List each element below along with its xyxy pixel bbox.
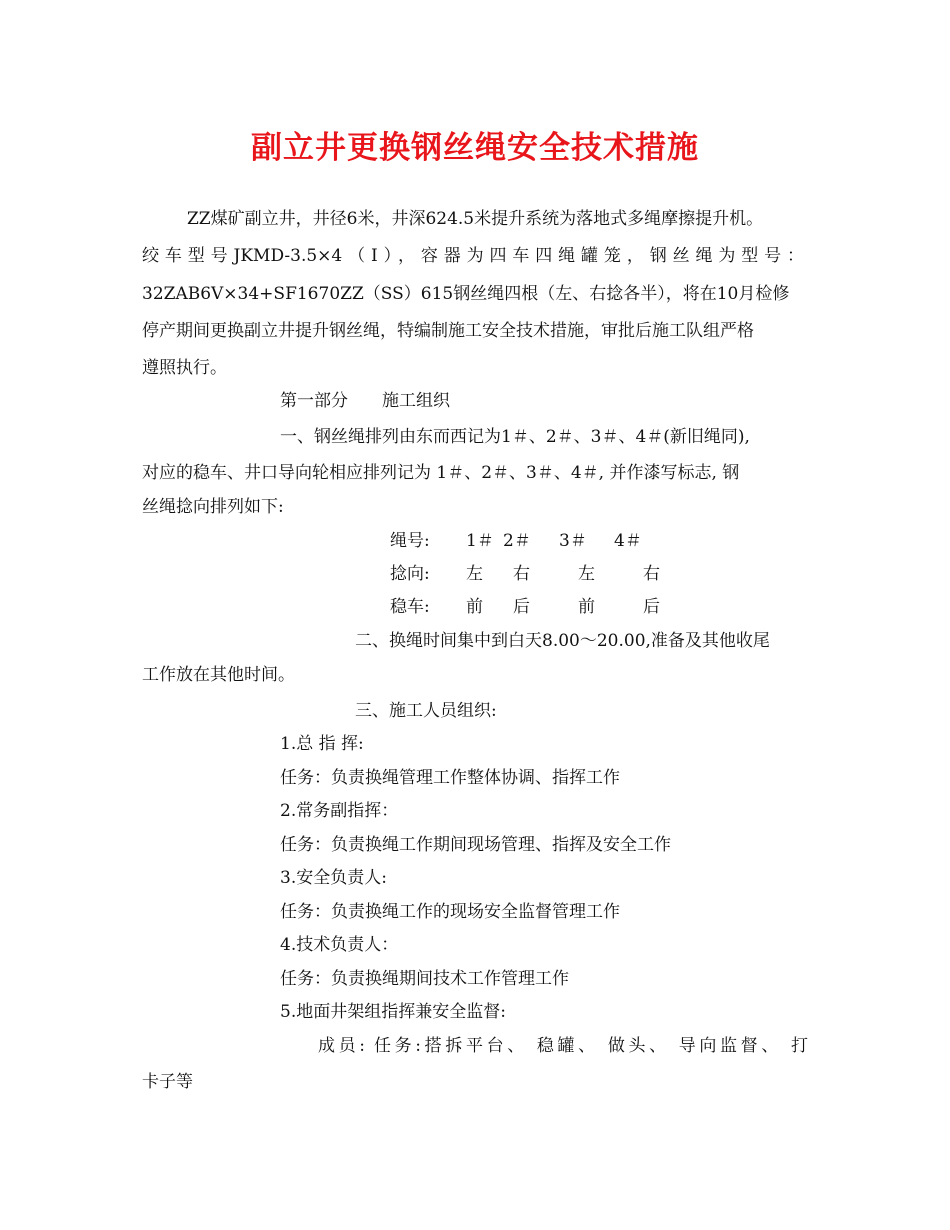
- table-row-label: 捻向:: [390, 564, 430, 584]
- section2-line-1: 二、换绳时间集中到白天8.00～20.00,准备及其他收尾: [355, 631, 770, 651]
- table-cell: 2＃: [503, 531, 531, 551]
- role-task: 任务：负责换绳期间技术工作管理工作: [280, 969, 569, 989]
- part-title: 施工组织: [382, 391, 450, 411]
- members-line-1: 成员: 任务:搭拆平台、 稳罐、 做头、 导向监督、 打: [318, 1036, 808, 1056]
- table-cell: 后: [643, 597, 660, 617]
- role-label: 3.安全负责人:: [280, 868, 387, 888]
- intro-line-4: 停产期间更换副立井提升钢丝绳，特编制施工安全技术措施，审批后施工队组严格: [142, 321, 754, 341]
- members-line-2: 卡子等: [142, 1072, 193, 1092]
- role-label: 4.技术负责人：: [280, 935, 399, 955]
- role-task: 任务：负责换绳工作期间现场管理、指挥及安全工作: [280, 835, 671, 855]
- section2-line-2: 工作放在其他时间。: [142, 665, 295, 685]
- table-cell: 1＃: [466, 531, 494, 551]
- section1-line-3: 丝绳捻向排列如下:: [142, 497, 284, 517]
- table-row-label: 绳号:: [390, 531, 430, 551]
- intro-line-5: 遵照执行。: [142, 358, 227, 378]
- table-cell: 右: [513, 564, 530, 584]
- section3-heading: 三、施工人员组织:: [355, 701, 497, 721]
- table-cell: 左: [466, 564, 483, 584]
- intro-line-2: 绞车型号JKMD-3.5×4（Ⅰ），容器为四车四绳罐笼，钢丝绳为型号：: [142, 246, 804, 266]
- part-label: 第一部分: [280, 391, 348, 411]
- role-label: 1.总 指 挥:: [280, 734, 364, 754]
- table-cell: 左: [578, 564, 595, 584]
- intro-line-3: 32ZAB6V×34+SF1670ZZ（SS）615钢丝绳四根（左、右捻各半），将在10月检修: [142, 284, 790, 304]
- table-cell: 前: [466, 597, 483, 617]
- table-row-label: 稳车:: [390, 597, 430, 617]
- role-task: 任务：负责换绳管理工作整体协调、指挥工作: [280, 768, 620, 788]
- role-label: 5.地面井架组指挥兼安全监督:: [280, 1002, 506, 1022]
- role-task: 任务：负责换绳工作的现场安全监督管理工作: [280, 902, 620, 922]
- section1-line-2: 对应的稳车、井口导向轮相应排列记为 1＃、2＃、3＃、4＃, 并作漆写标志, 钢: [142, 463, 740, 483]
- table-cell: 右: [643, 564, 660, 584]
- table-cell: 前: [578, 597, 595, 617]
- table-cell: 4＃: [614, 531, 642, 551]
- section1-line-1: 一、钢丝绳排列由东而西记为1＃、2＃、3＃、4＃(新旧绳同),: [280, 427, 750, 447]
- document-title: 副立井更换钢丝绳安全技术措施: [251, 130, 699, 166]
- role-label: 2.常务副指挥：: [280, 801, 399, 821]
- table-cell: 后: [513, 597, 530, 617]
- table-cell: 3＃: [559, 531, 587, 551]
- intro-line-1: ZZ煤矿副立井，井径6米，井深624.5米提升系统为落地式多绳摩擦提升机。: [187, 209, 764, 229]
